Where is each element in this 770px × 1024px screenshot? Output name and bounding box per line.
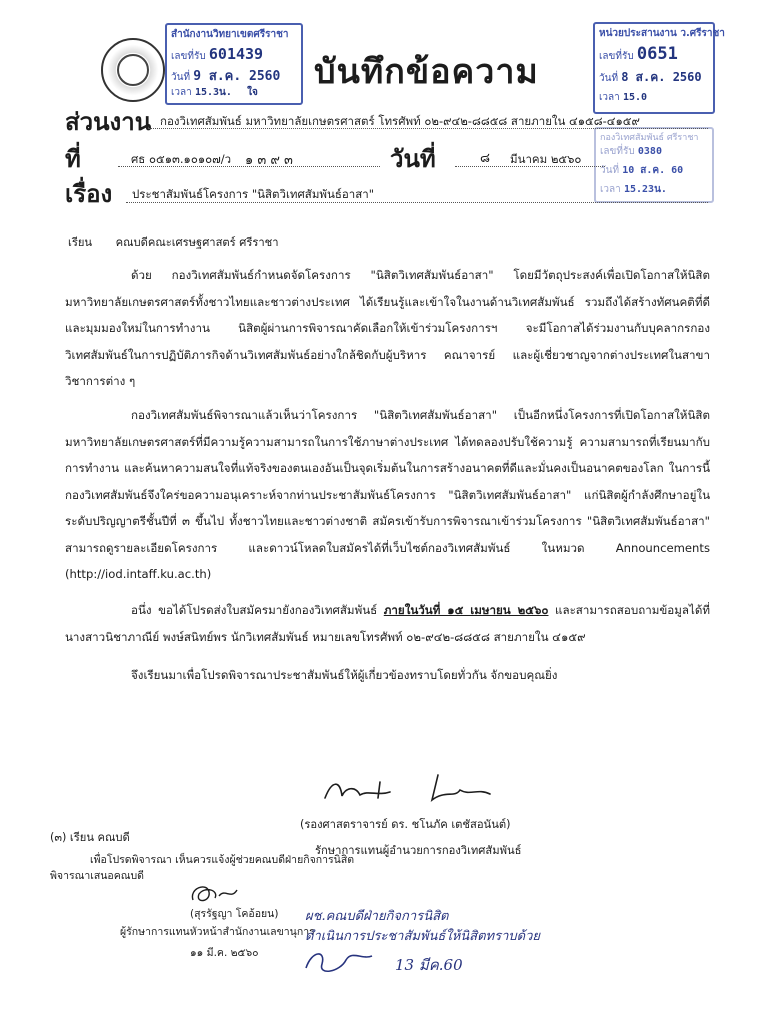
- date-label: วันที่: [390, 145, 436, 173]
- stamp-time-label: เวลา: [599, 92, 620, 103]
- stamp-no-label: เลขที่รับ: [600, 146, 635, 157]
- paragraph-3-intro: อนึ่ง ขอได้โปรดส่งใบสมัครมายังกองวิเทศสัมพันธ์: [131, 603, 378, 617]
- signature-position: รักษาการแทนผู้อำนวยการกองวิเทศสัมพันธ์: [315, 844, 522, 857]
- stamp-no: 601439: [208, 45, 264, 63]
- stamp-org: หน่วยประสานงาน ว.ศรีราชา: [599, 28, 725, 39]
- paragraph-1: ด้วย กองวิเทศสัมพันธ์กำหนดจัดโครงการ "นิสิตวิเทศสัมพันธ์อาสา" โดยมีวัตถุประสงค์เพื่อเปิดโอกาสให้นิสิตมหาวิทยาลัยเกษตรศาสตร์ทั้งชาวไทยและชาวต่างประเทศ ได้เรียนรู้และเข้าใจในงานด้านวิเทศสัมพันธ์ รวมถึงได้สร้างทัศนคติที่ดีและมุมมองใหม่ในการทำงาน นิสิตผู้ผ่านการพิจารณาคัดเลือกให้เข้าร่วมโครงการฯ จะมีโอกาสได้ร่วมงานกับบุคลากรกองวิเทศสัมพันธ์ในการปฏิบัติภารกิจด้านวิเทศสัมพันธ์อย่างใกล้ชิดกับผู้บริหาร คณาจารย์ และผู้เชี่ยวชาญจากต่างประเทศในสาขาวิชาการต่าง ๆ: [65, 268, 710, 388]
- stamp-org: สำนักงานวิทยาเขตศรีราชา: [171, 29, 289, 40]
- stamp-mark: ใจ: [247, 87, 258, 98]
- handwritten-note-1: ผช.คณบดีฝ่ายกิจการนิสิต: [305, 909, 449, 924]
- paragraph-2: กองวิเทศสัมพันธ์พิจารณาแล้วเห็นว่าโครงการ "นิสิตวิเทศสัมพันธ์อาสา" เป็นอีกหนึ่งโครงการที่เปิดโอกาสให้นิสิตมหาวิทยาลัยเกษตรศาสตร์ที่มีความรู้ความสามารถในการใช้ภาษาต่างประเทศ ได้ทดลองปรับใช้ความรู้ ความสามารถที่เรียนมากับการทำงาน และค้นหาความสนใจที่แท้จริงของตนเองอันเป็นจุดเริ่มต้นในการสร้างอนาคตที่ดีและมั่นคงเป็นอนาคตของโลก ในการนี้ กองวิเทศสัมพันธ์จึงใคร่ขอความอนุเคราะห์จากท่านประชาสัมพันธ์โครงการ "นิสิตวิเทศสัมพันธ์อาสา" แก่นิสิตผู้กำลังศึกษาอยู่ในระดับปริญญาตรีชั้นปีที่ ๓ ขึ้นไป ทั้งชาวไทยและชาวต่างชาติ สมัครเข้ารับการพิจารณาเข้าร่วมโครงการ "นิสิตวิเทศสัมพันธ์อาสา" สามารถดูรายละเอียดโครงการ และดาวน์โหลดใบสมัครได้ที่เว็บไซต์กองวิเทศสัมพันธ์ ในหมวด Announcements (http://iod.intaff.ku.ac.th): [65, 408, 710, 581]
- paragraph-4: จึงเรียนมาเพื่อโปรดพิจารณาประชาสัมพันธ์ให้ผู้เกี่ยวข้องทราบโดยทั่วกัน จักขอบคุณยิ่ง: [131, 668, 558, 682]
- paragraph-3: [65, 597, 710, 650]
- date-day: ๘: [480, 151, 491, 166]
- stamp-no-label: เลขที่รับ: [599, 51, 634, 62]
- stamp-date-label: วันที่: [600, 165, 620, 176]
- university-seal: [101, 38, 165, 102]
- salutation-value: คณบดีคณะเศรษฐศาสตร์ ศรีราชา: [115, 236, 279, 249]
- stamp-org: กองวิเทศสัมพันธ์ ศรีราชา: [600, 133, 699, 143]
- stamp-date: 10 ส.ค. 60: [622, 165, 684, 176]
- annotation-ref: (๓) เรียน คณบดี: [50, 831, 130, 844]
- secretary-name: (สุรรัฐญา โคอ้อยน): [190, 908, 279, 920]
- received-stamp-campus: [165, 23, 303, 105]
- handwritten-note-2: ดำเนินการประชาสัมพันธ์ให้นิสิตทราบด้วย: [305, 929, 540, 944]
- handwritten-date: 13 มีค.60: [395, 956, 463, 974]
- salutation-label: เรียน: [68, 236, 93, 249]
- doc-number-value: ศธ ๐๕๑๓.๑๐๑๐๗/ว: [131, 152, 232, 166]
- stamp-date: 9 ส.ค. 2560: [193, 69, 281, 84]
- stamp-time-label: เวลา: [171, 87, 192, 98]
- stamp-no: 0380: [637, 146, 662, 157]
- department-label: ส่วนงาน: [65, 108, 152, 136]
- signature-name: (รองศาสตราจารย์ ดร. ชโนภัค เตชัสอนันต์): [300, 818, 511, 831]
- director-signature: [320, 760, 520, 810]
- paragraph-3-contact: และสามารถสอบถามข้อมูลได้ที่ นางสาวนิชาภาณีย์ พงษ์สนิทย์พร นักวิเทศสัมพันธ์ หมายเลขโทรศัพท์ ๐๒-๙๔๒-๘๘๕๘ สายภายใน ๔๑๕๙: [65, 603, 710, 644]
- doc-number-label: ที่: [65, 145, 81, 173]
- stamp-date-label: วันที่: [171, 72, 191, 83]
- stamp-no-label: เลขที่รับ: [171, 51, 206, 62]
- subject-label: เรื่อง: [65, 180, 113, 208]
- annotation-line-3: พิจารณาเสนอคณบดี: [50, 870, 144, 882]
- department-value: กองวิเทศสัมพันธ์ มหาวิทยาลัยเกษตรศาสตร์ โทรศัพท์ ๐๒-๙๔๒-๘๘๕๘ สายภายใน ๔๑๕๘-๔๑๕๙: [160, 114, 640, 128]
- secretary-date: ๑๑ มี.ค. ๒๕๖๐: [190, 947, 259, 959]
- date-rest: มีนาคม ๒๕๖๐: [510, 152, 582, 166]
- page-title: บันทึกข้อความ: [314, 52, 539, 92]
- stamp-time: 15.3น.: [194, 87, 232, 98]
- secretary-signature: [185, 880, 245, 908]
- doc-number-suffix: ๑ ๓ ๙ ๓: [245, 153, 293, 168]
- annotation-line-2: เพื่อโปรดพิจารณา เห็นควรแจ้งผู้ช่วยคณบดีฝ่ายกิจการนิสิต: [90, 854, 355, 866]
- stamp-date-label: วันที่: [599, 73, 619, 84]
- stamp-no: 0651: [636, 44, 678, 64]
- handwritten-signature: [300, 942, 380, 980]
- stamp-time: 15.0: [622, 92, 648, 103]
- stamp-time-label: เวลา: [600, 184, 621, 195]
- received-stamp-coordination: [593, 22, 725, 114]
- stamp-time: 15.23น.: [623, 184, 667, 195]
- stamp-date: 8 ส.ค. 2560: [621, 70, 702, 84]
- received-stamp-faint: [594, 127, 714, 203]
- subject-value: ประชาสัมพันธ์โครงการ "นิสิตวิเทศสัมพันธ์อาสา": [132, 187, 374, 201]
- paragraph-3-deadline: ภายในวันที่ ๑๕ เมษายน ๒๕๖๐: [383, 603, 549, 617]
- secretary-position: ผู้รักษาการแทนหัวหน้าสำนักงานเลขานุการ: [120, 926, 315, 938]
